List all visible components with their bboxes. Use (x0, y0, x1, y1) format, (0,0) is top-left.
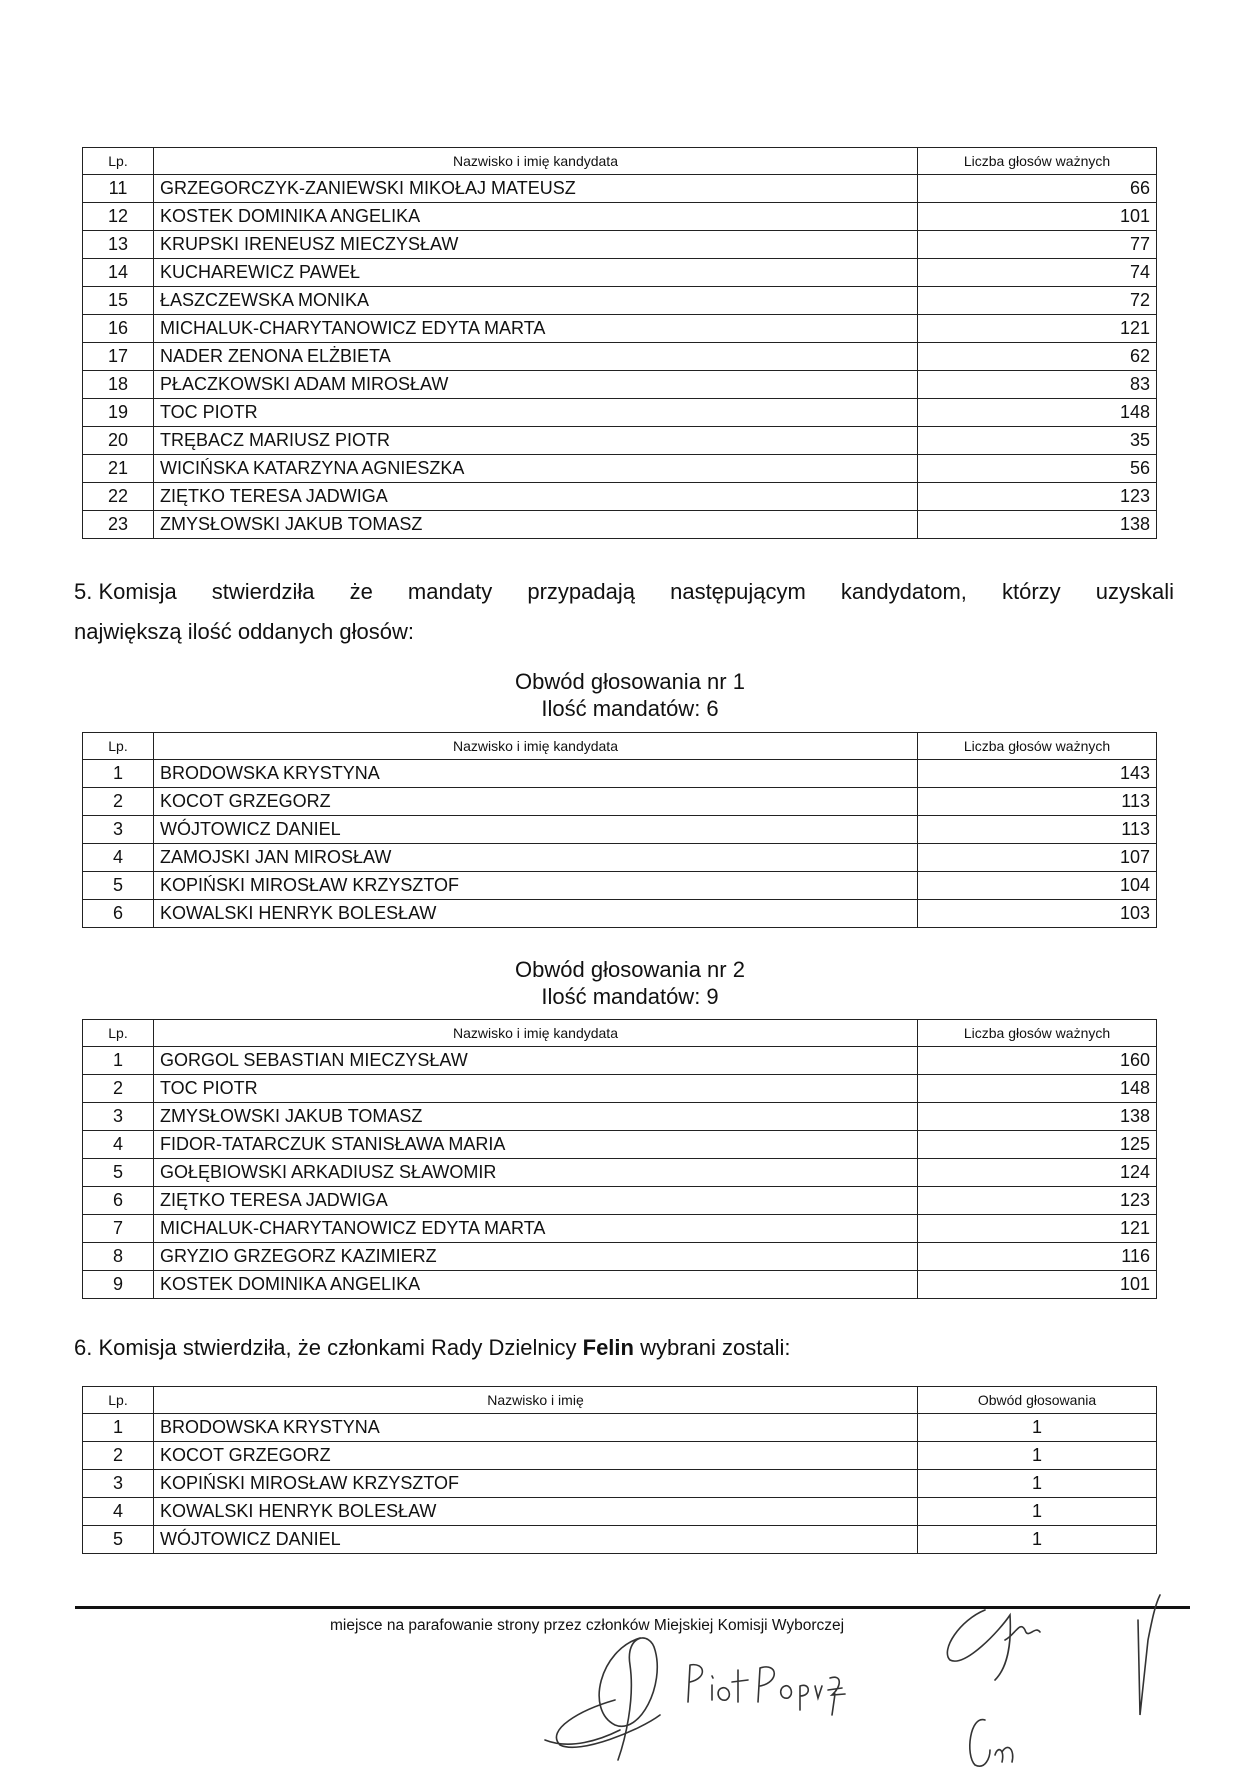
cell-lp: 13 (83, 231, 154, 259)
cell-lp: 7 (83, 1215, 154, 1243)
section-5-word: przypadają (527, 579, 636, 604)
cell-name: GORGOL SEBASTIAN MIECZYSŁAW (154, 1047, 918, 1075)
cell-votes: 138 (918, 1103, 1157, 1131)
cell-lp: 6 (83, 900, 154, 928)
cell-name: GRYZIO GRZEGORZ KAZIMIERZ (154, 1243, 918, 1271)
candidates-table-continued (82, 147, 1157, 539)
table-header-row (83, 733, 1157, 760)
header-lp: Lp. (83, 1387, 154, 1414)
cell-lp: 1 (83, 1047, 154, 1075)
table-body (83, 760, 1157, 928)
table-row (83, 231, 1157, 259)
table-body (83, 1047, 1157, 1299)
table-row (83, 1498, 1157, 1526)
cell-lp: 4 (83, 844, 154, 872)
table-row (83, 1470, 1157, 1498)
table-row (83, 1442, 1157, 1470)
cell-votes: 123 (918, 1187, 1157, 1215)
cell-district: 1 (918, 1414, 1157, 1442)
header-name: Nazwisko i imię kandydata (154, 1020, 918, 1047)
table-header-row (83, 1020, 1157, 1047)
cell-name: ZIĘTKO TERESA JADWIGA (154, 1187, 918, 1215)
cell-lp: 12 (83, 203, 154, 231)
header-votes: Liczba głosów ważnych (918, 733, 1157, 760)
cell-lp: 1 (83, 1414, 154, 1442)
header-votes: Liczba głosów ważnych (918, 1020, 1157, 1047)
header-lp: Lp. (83, 733, 154, 760)
cell-votes: 104 (918, 872, 1157, 900)
table-body (83, 1414, 1157, 1554)
cell-lp: 8 (83, 1243, 154, 1271)
table-row (83, 760, 1157, 788)
section-5-word: 5. Komisja (74, 579, 177, 604)
cell-votes: 148 (918, 1075, 1157, 1103)
cell-name: KUCHAREWICZ PAWEŁ (154, 259, 918, 287)
cell-votes: 66 (918, 175, 1157, 203)
header-lp: Lp. (83, 1020, 154, 1047)
cell-votes: 83 (918, 371, 1157, 399)
cell-name: NADER ZENONA ELŻBIETA (154, 343, 918, 371)
cell-lp: 4 (83, 1498, 154, 1526)
cell-lp: 22 (83, 483, 154, 511)
district-1-title: Obwód głosowania nr 1 (515, 669, 745, 694)
cell-lp: 1 (83, 760, 154, 788)
table-row (83, 1215, 1157, 1243)
section-5-word: mandaty (407, 579, 493, 604)
header-name: Nazwisko i imię kandydata (154, 148, 918, 175)
cell-votes: 113 (918, 816, 1157, 844)
section-5-word: którzy (1001, 579, 1061, 604)
section-5-word: następującym (670, 579, 806, 604)
cell-lp: 21 (83, 455, 154, 483)
section-6-paragraph (74, 1328, 1174, 1368)
table-row (83, 1103, 1157, 1131)
table-row (83, 259, 1157, 287)
table-row (83, 872, 1157, 900)
cell-votes: 113 (918, 788, 1157, 816)
table-body (83, 175, 1157, 539)
table-row (83, 399, 1157, 427)
district-name: Felin (582, 1335, 634, 1360)
cell-lp: 3 (83, 816, 154, 844)
cell-district: 1 (918, 1442, 1157, 1470)
cell-name: PŁACZKOWSKI ADAM MIROSŁAW (154, 371, 918, 399)
table-header-row (83, 148, 1157, 175)
cell-lp: 14 (83, 259, 154, 287)
handwritten-signatures (0, 1590, 1260, 1782)
section-5-paragraph (74, 572, 1174, 652)
table-row (83, 1159, 1157, 1187)
cell-lp: 15 (83, 287, 154, 315)
section-5-word: kandydatom, (840, 579, 967, 604)
table-row (83, 816, 1157, 844)
cell-votes: 77 (918, 231, 1157, 259)
table-row (83, 175, 1157, 203)
district-1-table (82, 732, 1157, 928)
cell-votes: 143 (918, 760, 1157, 788)
cell-name: ZMYSŁOWSKI JAKUB TOMASZ (154, 1103, 918, 1131)
table-row (83, 1271, 1157, 1299)
table-row (83, 900, 1157, 928)
table-row (83, 455, 1157, 483)
header-district: Obwód głosowania (918, 1387, 1157, 1414)
cell-name: KRUPSKI IRENEUSZ MIECZYSŁAW (154, 231, 918, 259)
cell-name: MICHALUK-CHARYTANOWICZ EDYTA MARTA (154, 315, 918, 343)
table-header-row (83, 1387, 1157, 1414)
section-6-suffix: wybrani zostali: (633, 1335, 791, 1360)
district-2-heading (0, 956, 1260, 1010)
cell-name: KOPIŃSKI MIROSŁAW KRZYSZTOF (154, 872, 918, 900)
cell-lp: 23 (83, 511, 154, 539)
district-2-title: Obwód głosowania nr 2 (515, 957, 745, 982)
cell-votes: 160 (918, 1047, 1157, 1075)
cell-lp: 9 (83, 1271, 154, 1299)
cell-name: FIDOR-TATARCZUK STANISŁAWA MARIA (154, 1131, 918, 1159)
cell-name: KOPIŃSKI MIROSŁAW KRZYSZTOF (154, 1470, 918, 1498)
header-name: Nazwisko i imię (154, 1387, 918, 1414)
cell-lp: 3 (83, 1470, 154, 1498)
section-6-prefix: 6. Komisja stwierdziła, że członkami Rady Dzielnicy (74, 1335, 583, 1360)
table-row (83, 371, 1157, 399)
cell-lp: 2 (83, 1075, 154, 1103)
cell-votes: 138 (918, 511, 1157, 539)
table-row (83, 844, 1157, 872)
table-row (83, 1187, 1157, 1215)
cell-votes: 124 (918, 1159, 1157, 1187)
cell-lp: 19 (83, 399, 154, 427)
table-row (83, 788, 1157, 816)
header-name: Nazwisko i imię kandydata (154, 733, 918, 760)
cell-votes: 107 (918, 844, 1157, 872)
table-row (83, 1075, 1157, 1103)
cell-votes: 101 (918, 203, 1157, 231)
table-row (83, 287, 1157, 315)
table-row (83, 427, 1157, 455)
header-lp: Lp. (83, 148, 154, 175)
cell-votes: 148 (918, 399, 1157, 427)
cell-votes: 121 (918, 315, 1157, 343)
table-row (83, 483, 1157, 511)
cell-votes: 125 (918, 1131, 1157, 1159)
cell-name: ŁASZCZEWSKA MONIKA (154, 287, 918, 315)
table-row (83, 1131, 1157, 1159)
cell-name: WÓJTOWICZ DANIEL (154, 816, 918, 844)
cell-lp: 6 (83, 1187, 154, 1215)
cell-name: ZAMOJSKI JAN MIROSŁAW (154, 844, 918, 872)
cell-votes: 116 (918, 1243, 1157, 1271)
cell-name: ZMYSŁOWSKI JAKUB TOMASZ (154, 511, 918, 539)
table-row (83, 1526, 1157, 1554)
cell-votes: 103 (918, 900, 1157, 928)
table-row (83, 1047, 1157, 1075)
cell-name: KOSTEK DOMINIKA ANGELIKA (154, 203, 918, 231)
cell-district: 1 (918, 1498, 1157, 1526)
cell-name: TOC PIOTR (154, 1075, 918, 1103)
cell-votes: 56 (918, 455, 1157, 483)
cell-lp: 16 (83, 315, 154, 343)
table-row (83, 1414, 1157, 1442)
cell-lp: 2 (83, 788, 154, 816)
cell-lp: 3 (83, 1103, 154, 1131)
cell-district: 1 (918, 1470, 1157, 1498)
cell-lp: 2 (83, 1442, 154, 1470)
cell-votes: 72 (918, 287, 1157, 315)
table-row (83, 1243, 1157, 1271)
cell-name: KOWALSKI HENRYK BOLESŁAW (154, 1498, 918, 1526)
cell-votes: 74 (918, 259, 1157, 287)
cell-name: KOCOT GRZEGORZ (154, 788, 918, 816)
cell-lp: 5 (83, 872, 154, 900)
cell-name: GRZEGORCZYK-ZANIEWSKI MIKOŁAJ MATEUSZ (154, 175, 918, 203)
cell-name: TOC PIOTR (154, 399, 918, 427)
cell-name: BRODOWSKA KRYSTYNA (154, 760, 918, 788)
table-row (83, 203, 1157, 231)
cell-lp: 4 (83, 1131, 154, 1159)
district-1-mandates: Ilość mandatów: 6 (541, 696, 719, 721)
table-row (83, 511, 1157, 539)
table-row (83, 343, 1157, 371)
cell-lp: 5 (83, 1526, 154, 1554)
cell-votes: 121 (918, 1215, 1157, 1243)
district-2-mandates: Ilość mandatów: 9 (541, 984, 719, 1009)
cell-lp: 20 (83, 427, 154, 455)
cell-name: TRĘBACZ MARIUSZ PIOTR (154, 427, 918, 455)
elected-members-table (82, 1386, 1157, 1554)
section-5-word: stwierdziła (211, 579, 315, 604)
cell-lp: 5 (83, 1159, 154, 1187)
cell-lp: 17 (83, 343, 154, 371)
section-5-word: że (349, 579, 373, 604)
footer-caption: miejsce na parafowanie strony przez członków Miejskiej Komisji Wyborczej (330, 1617, 845, 1634)
section-5-line-2: największą ilość oddanych głosów: (74, 619, 414, 644)
cell-votes: 62 (918, 343, 1157, 371)
cell-name: GOŁĘBIOWSKI ARKADIUSZ SŁAWOMIR (154, 1159, 918, 1187)
cell-district: 1 (918, 1526, 1157, 1554)
cell-name: WICIŃSKA KATARZYNA AGNIESZKA (154, 455, 918, 483)
cell-name: BRODOWSKA KRYSTYNA (154, 1414, 918, 1442)
cell-name: WÓJTOWICZ DANIEL (154, 1526, 918, 1554)
cell-name: ZIĘTKO TERESA JADWIGA (154, 483, 918, 511)
cell-votes: 123 (918, 483, 1157, 511)
cell-lp: 11 (83, 175, 154, 203)
cell-name: MICHALUK-CHARYTANOWICZ EDYTA MARTA (154, 1215, 918, 1243)
cell-votes: 101 (918, 1271, 1157, 1299)
cell-name: KOSTEK DOMINIKA ANGELIKA (154, 1271, 918, 1299)
section-5-word: uzyskali (1095, 579, 1174, 604)
header-votes: Liczba głosów ważnych (918, 148, 1157, 175)
section-5-line-1 (74, 572, 1174, 612)
cell-name: KOCOT GRZEGORZ (154, 1442, 918, 1470)
cell-lp: 18 (83, 371, 154, 399)
cell-votes: 35 (918, 427, 1157, 455)
district-1-heading (0, 668, 1260, 722)
table-row (83, 315, 1157, 343)
cell-name: KOWALSKI HENRYK BOLESŁAW (154, 900, 918, 928)
district-2-table (82, 1019, 1157, 1299)
